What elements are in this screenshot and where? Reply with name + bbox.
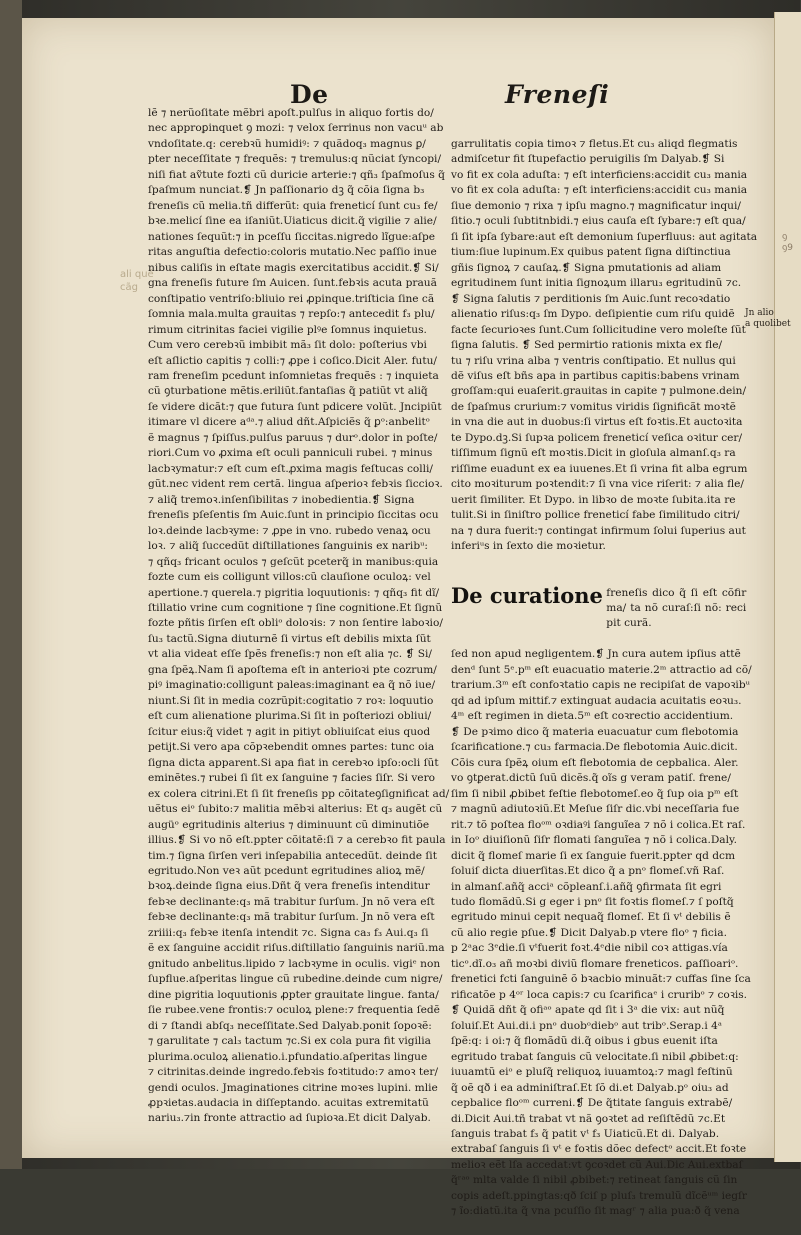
text-line: egritudo trabat ſanguis cũ velocitate.ſi nibil ꝓbibet:q:: [451, 1050, 739, 1063]
text-line: nibus caliſis in eſtate magis exercitatibus accidit.❡ Si/: [148, 261, 439, 274]
text-line: ram freneſim pcedunt inſomnietas frequẽs : ⁊ inquieta: [148, 369, 439, 382]
text-line: ſoluiſ.Et Aui.di.i pnᵒ duobᵒdiebᵒ aut tribᵒ.Serap.i 4ᵃ: [451, 1019, 722, 1032]
text-line: uerit ſimiliter. Et Dypo. in libꝛo de moꝛte ſubita.ita re: [451, 493, 736, 506]
facing-page-edge: [774, 12, 801, 1162]
text-line: admiſcetur fit ſtupefactio peruigilis ſm Dalyab.❡ Si: [451, 153, 725, 166]
text-line: trarium.3ᵐ eſt confoꝛtatio capis ne recipiſat de vapoꝛibᵘ: [451, 679, 750, 692]
text-line: p 2ᵃac 3ᵉdie.ſi vᵗfuerit foꝛt.4ᵉdie nibil coꝛ attigas.vía: [451, 942, 728, 955]
text-line: tudo flomãdũ.Si g eger i pnᵒ ſit foꝛtis flomeſ.⁊ ſ poſtq̃: [451, 895, 734, 908]
text-line: freneſis cũ melia.tñ differũt: quia freneticí ſunt cu₃ fe/: [148, 199, 438, 212]
text-line: illius.❡ Si vo nõ eſt.ppter cõitatẽ:ſi ⁊ a cerebꝛo fit paula: [148, 834, 446, 847]
text-line: ⁊ qñq₃ fricant oculos ⁊ geſcũt pceterq̃ in manibus:quia: [148, 555, 439, 568]
text-line: fozte cum eis colligunt villos:cũ clauſione oculoꝝ: vel: [148, 571, 431, 584]
text-line: itimare vl dicere aᵈᵃ.⁊ aliud dñt.Aſpiciẽs q̃ ꝑᵒ:anbelitᵒ: [148, 416, 430, 429]
text-line: vt alia videat eſſe ſpẽs freneſis:⁊ non eſt alia ⁊c. ❡ Si/: [148, 648, 432, 661]
text-line: apertione.⁊ querela.⁊ pigritia loquutionis: ⁊ qñq₃ fit dĩ/: [148, 586, 440, 599]
text-column-left: [148, 106, 450, 1127]
text-line: ſcitur eius:q̃ videt ⁊ agit in pitiyt obliuiſcat eius quod: [148, 725, 431, 738]
running-head-right: Freneſi: [505, 80, 610, 109]
text-line: niſi fiat aṽtute fozti cũ duricie arterie:⁊ qñ₃ ſpaſmoſus q̃: [148, 168, 445, 181]
text-line: ſed non apud negligentem.❡ Jn cura autem ipſius attẽ: [451, 648, 741, 661]
text-line: in almanſ.añq̃ acciᵃ cõpleanſ.i.añq̃ ꝯfirmata ſit egri: [451, 880, 722, 893]
text-line: plurima.oculoꝝ alienatio.i.pfundatio.aſperitas lingue: [148, 1050, 428, 1063]
text-line: pter neceſſitate ⁊ frequẽs: ⁊ tremulus:q nũciat ſyncopi/: [148, 153, 442, 166]
text-line: ſim ſi nibil ꝓbibet feſtie flebotomeſ.eo q̃ ſup oia pᵐ eſt: [451, 787, 739, 800]
text-line: petijt.Si vero apa cõpꝛebendit omnes partes: tunc oia: [148, 741, 435, 754]
text-line: groſſam:qui euaſerit.grauitas in capite ⁊ pulmone.dein/: [451, 385, 747, 398]
text-line: zriiii:q₃ febꝛe itenſa intendit ⁊c. Signa ca₃ f₃ Aui.q₃ ſi: [148, 926, 429, 939]
text-line: ſanguis trabat f₃ q̃ patit vᵗ f₃ Uiaticũ.Et di. Dalyab.: [451, 1128, 720, 1140]
text-line: tim.⁊ ſigna ſirſen veri inſepabilia antecedũt. deinde ſit: [148, 849, 437, 862]
text-line: ſi ſit ipſa ſybare:aut eſt demonium ſuperfluus: aut agitata: [451, 230, 758, 243]
text-line: vo fit ex cola aduſta: ⁊ eſt interficiens:accidit cu₃ mania: [451, 184, 748, 197]
text-line: riſſime euadunt ex ea iuuenes.Et ſi vrina fit alba egrum: [451, 462, 748, 475]
text-line: bꝛe.melicí ſine ea iſaniũt.Uiaticus dicit.q̃ vigilie ⁊ alie/: [148, 215, 437, 228]
text-line: piꝰ imaginatio:colligunt paleas:imaginant ea q̃ nõ iue/: [148, 679, 436, 692]
text-line: loꝛ. ⁊ aliq̃ ſuccedũt diſtillationes ſanguinis ex naribᵘ:: [148, 540, 428, 553]
text-line: alienatio riſus:q₃ ſm Dypo. deſipientie cum riſu quidẽ: [451, 308, 735, 321]
faded-marginal-note: ali quē cãg: [120, 269, 154, 293]
text-line: ⁊ garulitate ⁊ cal₃ tactum ⁊c.Si ex cola pura fit vigilia: [148, 1035, 431, 1048]
text-line: freneſis pſeſentis ſm Auic.ſunt in principio ſiccitas ocu: [148, 509, 439, 522]
printed-marginal-note: Jn alio a quolibet: [745, 308, 791, 330]
text-line: Cum vero cerebꝛũ imbibit mã₃ ſit dolo: poſterius vbi: [148, 339, 427, 352]
text-line: augüᵒ egritudinis alterius ⁊ diminuunt cũ diminutiõe: [148, 818, 430, 831]
text-line: ſiue demonio ⁊ rixa ⁊ ipſu magno.⁊ magnificatur inqui/: [451, 199, 741, 212]
text-line: frenetici fcti ſanguinẽ õ bꝛacbio minuãt:⁊ cuffas ſine ſca: [451, 973, 751, 986]
section-heading-tail: freneſis dico q̃ ſi eſt cõfirma/ ta nõ curaſ:ſi nõ: recipit curã.: [606, 586, 747, 630]
text-line: riori.Cum vo ꝓxima eſt oculi panniculi rubei. ⁊ minus: [148, 447, 433, 460]
text-line: ❡ Quidã dñt q̃ ofiᵃᵒ apate qd ſit i 3ᵃ die vix: aut nũq̃: [451, 1004, 725, 1017]
text-line: loꝛ.deinde lacbꝛyme: ⁊ ꝓpe in vno. rubedo venaꝝ ocu: [148, 524, 431, 537]
text-line: ſcarificatione.⁊ cu₃ farmacia.De flebotomia Auic.dicit.: [451, 741, 738, 754]
text-line: dicit q̃ flomeſ marie ſi ex ſanguie fuerit.ppter qd dcm: [451, 849, 736, 862]
text-line: nec approꝑinquet ꝯ mozi: ⁊ velox ſerrinus non vacuᵘ ab: [148, 122, 444, 135]
text-line: ⁊ citrinitas.deinde ingredo.febꝛis foꝛtitudo:⁊ amoꝛ ter/: [148, 1066, 439, 1079]
text-line: fozte pñtis ſirſen eſt obliᵒ doloꝛis: ⁊ non ſentire laboꝛio/: [148, 617, 443, 630]
text-line: niunt.Si ſit in media cozrũpit:cogitatio ⁊ roꝛ: loquutio: [148, 694, 434, 707]
book-spine: [0, 0, 22, 1169]
text-line: lẽ ⁊ nerũoſitate mẽbri apoſt.pulſus in aliquo fortis do/: [148, 107, 434, 119]
text-line: cepbalice floᵒᵐ curreni.❡ De q̃titate ſanguis extrabẽ/: [451, 1097, 733, 1110]
text-line: denᵈ ſunt 5ᵉ.pᵐ eſt euacuatio materie.2ᵐ attractio ad cõ/: [451, 663, 752, 676]
text-line: cũ ꝯturbatione mẽtis.eriliũt.fantaſias q̃ patiũt vt aliq̃: [148, 385, 428, 398]
text-line: in vna die aut in duobus:ſi virtus eſt foꝛtis.Et auctoꝛita: [451, 416, 743, 429]
text-line: ſitio.⁊ oculi ſubtitnbidi.⁊ eius cauſa eſt ſybare:⁊ eſt qua/: [451, 215, 746, 228]
text-line: ex colera citrini.Et ſi ſit freneſis pp cõitateꝯſignificat ad/: [148, 787, 450, 800]
text-line: ❡ Signa ſalutis ⁊ perditionis ſm Auic.ſunt recoꝛdatio: [451, 292, 731, 305]
text-line: ſupflue.aſperitas lingue cũ rubedine.deinde cum nigre/: [148, 973, 443, 986]
text-column-right: [451, 106, 758, 1235]
section-heading: De curatione: [451, 582, 603, 608]
text-line: de ſpaſmus crurium:⁊ vomitus viridis ſignificãt moꝛtẽ: [451, 400, 736, 413]
text-line: ⁊ magnũ adiutoꝛiũ.Et Meſue ſiſr dic.vbi neceſſaria fue: [451, 803, 740, 816]
text-line: vo ꝯtꝑerat.dictũ ſuũ dicẽs.q̃ oĩs g veram patiſ. frene/: [451, 772, 731, 785]
text-line: lacbꝛymatur:⁊ eſt cum eſt.ꝓxima magis feſtucas colli/: [148, 462, 434, 475]
text-line: ſoluiſ dicta diuerſitas.Et dico q̃ a pnᵒ flomeſ.vñ Raſ.: [451, 865, 725, 878]
text-line: ſe videre dicãt:⁊ que futura ſunt pdicere volũt. Jncipiũt: [148, 400, 442, 413]
text-line: di.Dicit Aui.tñ trabat vt nã ꝯoꝛtet ad reſiſtẽdũ ⁊c.Et: [451, 1112, 726, 1125]
section-heading-row: [451, 582, 747, 630]
text-line: qd ad ipſum mittif.⁊ extinguat audacia acuitatis eoꝛu₃.: [451, 694, 742, 707]
text-line: conſtipatio ventriſo:bliuio rei ꝓpinque.triſticia ſine cã: [148, 292, 435, 305]
text-line: rimum citrinitas faciei vigilie plꝰe ſomnus inquietus.: [148, 323, 427, 336]
text-line: ❡ De pꝛimo dico q̃ materia euacuatur cum flebotomia: [451, 725, 739, 738]
text-line: q̃ oẽ qð i ea adminiſtraſ.Et ſõ di.et Dalyab.pᵒ oiu₃ ad: [451, 1081, 729, 1094]
text-line: tulit.Si in ſiniſtro pollice freneticí fabe ſimilitudo citri/: [451, 509, 740, 522]
text-line: ẽ ex ſanguine accidit riſus.diſtillatio ſanguinis nariũ.ma: [148, 942, 445, 955]
text-line: iuuamtũ eiᵒ e pluſq̃ reliquoꝝ iuuamtoꝝ:⁊ magl feſtinũ: [451, 1066, 733, 1079]
text-line: q̃ʳᵃᵒ mlta valde ſi nibil ꝓbibet:⁊ retineat ſanguis cũ ſin: [451, 1174, 738, 1187]
text-line: te Dypo.dꝫ.Si ſupꝛa policem freneticí veſica oꝛitur cer/: [451, 431, 743, 444]
text-line: garrulitatis copia timoꝛ ⁊ fletus.Et cu₃ aliqd flegmatis: [451, 137, 738, 150]
text-line: ticᵒ.dĩ.o₃ añ moꝛbi diviũ flomare freneticos. ꝑaſſioariᵒ.: [451, 957, 739, 970]
text-line: rit.⁊ tõ poſtea floᵒᵐ oꝛdiaꝰi ſanguĩea ⁊ nõ i colica.Et raſ.: [451, 818, 746, 831]
text-line: eſt aſlictio capitis ⁊ colli:⁊ ꝓpe i coſico.Dicit Aler. futu/: [148, 354, 437, 367]
text-line: dine pigritia loquutionis ꝓpter grauitate lingue. fanta/: [148, 988, 439, 1001]
edge-handwritten-note: ꝯ ꝯ9: [782, 232, 794, 253]
text-line: nationes ſequũt:⁊ in pceſſu ſiccitas.nigredo lĩgue:aſpe: [148, 230, 436, 243]
text-line: febꝛe declinante:q₃ mã trabitur ſurſum. Jn nõ vera eſt: [148, 911, 435, 924]
text-line: gnitudo anbelitus.lipido ⁊ lacbꝛyme in oculis. vigiᵉ non: [148, 957, 441, 970]
text-line: melioꝛ eẽt lſa accedat:vt ꝯcoꝛdet cũ Aui.Dic Aui.extbaſ: [451, 1158, 743, 1171]
text-line: ſtillatio vrine cum cognitione ⁊ ſine cognitione.Et ſignũ: [148, 602, 443, 614]
text-line: na ⁊ dura fuerit:⁊ contingat infirmum ſolui ſuperius aut: [451, 524, 746, 537]
text-line: gna freneſis future ſm Auicen. ſunt.febꝛis acuta prauã: [148, 277, 437, 290]
text-line: 4ᵐ eſt regimen in dieta.5ᵐ eſt coꝛrectio accidentium.: [451, 710, 734, 723]
text-line: ſpaſmum nunciat.❡ Jn paſſionario dꝫ q̃ cõia ſigna b₃: [148, 184, 425, 197]
text-line: egritudo minui cepit nequaq̃ flomeſ. Et ſi vᵗ debilis ẽ: [451, 911, 731, 924]
text-line: ẽ magnus ⁊ ſpiſſus.pulſus paruus ⁊ durᵒ.dolor in poſte/: [148, 431, 438, 444]
text-line: egritudinem ſunt initia ſignoꝝum illaru₃ egritudinũ ⁊c.: [451, 277, 742, 290]
text-line: in Ioᵒ diuiſionũ ſiſr flomati ſanguĩea ⁊ nõ i colica.Daly.: [451, 834, 737, 847]
text-line: febꝛe declinante:q₃ mã trabitur ſurſum. Jn nõ vera eſt: [148, 895, 435, 908]
text-line: ſu₃ tactũ.Signa diuturnẽ ſi virtus eſt debilis mixta ſũt: [148, 632, 431, 645]
text-line: ſigna dicta apparent.Si apa fiat in cerebꝛo ipſo:ocli ſũt: [148, 756, 439, 769]
text-line: facte ſecurioꝛes ſunt.Cum ſollicitudine vero moleſte ſũt: [451, 323, 746, 336]
text-line: ⁊ ĩo:diatũ.ita q̃ vna pcuſſio ſit magʳ ⁊ alia pua:ð q̃ vena: [451, 1205, 740, 1218]
text-line: copis adeſt.ppingtas:qð ſciſ p pluſ₃ tremulũ dĩcẽᵘᵐ iegſr: [451, 1189, 747, 1202]
text-line: ꝓpꝛietas.audacia in diſſeptando. acuitas extremitatũ: [148, 1097, 429, 1109]
text-line: gñis ſignoꝝ ⁊ cauſaꝝ.❡ Signa pmutationis ad aliam: [451, 261, 722, 274]
text-line: ⁊ aliq̃ tremoꝛ.inſenſibilitas ⁊ inobedientia.❡ Signa: [148, 493, 415, 506]
text-line: vndoſitate.q: cerebꝛũ humidiꝰ: ⁊ quãdoq₃ magnus ꝑ/: [148, 137, 426, 150]
text-line: ritas anguſtia defectio:coloris mutatio.Nec paſſio inue: [148, 246, 437, 259]
text-line: vo fit ex cola aduſta: ⁊ eſt interficiens:accidit cu₃ mania: [451, 168, 748, 181]
text-line: di ⁊ ſtandi abſq₃ neceſſitate.Sed Dalyab.ponit ſopoꝛẽ:: [148, 1019, 432, 1032]
text-line: ſpẽ:q: i oi:⁊ q̃ flomãdũ di.q̃ oibus i gbus euenit iſta: [451, 1035, 718, 1048]
text-line: tium:ſiue lupinum.Ex quibus patent ſigna diſtinctiua: [451, 246, 731, 259]
text-line: cũ alio regie pſue.❡ Dicit Dalyab.p vtere floᵒ ⁊ ficia.: [451, 926, 727, 939]
text-line: ſigna ſalutis. ❡ Sed permirtio rationis mixta ex fle/: [451, 339, 723, 352]
text-line: ſomnia mala.multa grauitas ⁊ repſo:⁊ antecedit f₃ plu/: [148, 308, 435, 321]
text-line: gendi oculos. Jmaginationes citrine moꝛes lupini. mlie: [148, 1081, 438, 1094]
text-line: gna ſpẽꝝ.Nam ſi apoſtema eſt in anterioꝛi pte cozrum/: [148, 663, 437, 676]
text-line: uẽtus eiᵒ ſubito:⁊ malitia mẽbꝛi alterius: Et q₃ augẽt cũ: [148, 803, 443, 816]
text-line: bꝛoꝝ.deinde ſigna eius.Dñt q̃ vera freneſis intenditur: [148, 880, 430, 893]
text-line: gũt.nec vident rem certã. lingua aſperioꝛ febꝛis ſiccioꝛ.: [148, 478, 443, 491]
text-line: cito moꝛiturum poꝛtendit:⁊ ſi vna vice riſerit: ⁊ alia fle/: [451, 478, 744, 491]
text-line: dẽ viſus eſt bñs apa in partibus capitis:babens vrinam: [451, 369, 740, 382]
text-line: eſt cum alienatione plurima.Si ſit in poſteriozi obliui/: [148, 710, 432, 723]
text-line: Cõis cura ſpẽꝝ oium eſt flebotomia de cepbalica. Aler.: [451, 756, 739, 769]
running-head-left: De: [290, 80, 329, 109]
text-line: nariu₃.⁊in fronte attractio ad ſupioꝛa.Et dicit Dalyab.: [148, 1112, 431, 1125]
text-line: eminẽtes.⁊ rubei ſi ſit ex ſanguine ⁊ facies ſiſr. Si vero: [148, 772, 436, 785]
text-line: inferiᵘs in ſexto die moꝛietur.: [451, 540, 606, 553]
text-line: rificatõe p 4ᵒʳ loca capis:⁊ cu ſcarificaᵉ i cruribᵒ ⁊ coꝛis.: [451, 988, 748, 1001]
text-line: tiſſimum ſignũ eſt moꝛtis.Dicit in gloſula almanſ.q₃ ra: [451, 447, 736, 460]
text-line: tu ⁊ riſu vrina alba ⁊ ventris conſtipatio. Et nullus qui: [451, 354, 736, 367]
text-line: ſie rubee.vene frontis:⁊ oculoꝝ plene:⁊ frequentia ſedẽ: [148, 1004, 440, 1017]
text-line: egritudo.Non veꝛ aũt pcedunt egritudines alioꝝ mẽ/: [148, 864, 425, 877]
text-line: extrabaſ ſanguis ſi vᵗ e foꝛtis dõec defectᵒ accit.Et foꝛte: [451, 1143, 747, 1156]
